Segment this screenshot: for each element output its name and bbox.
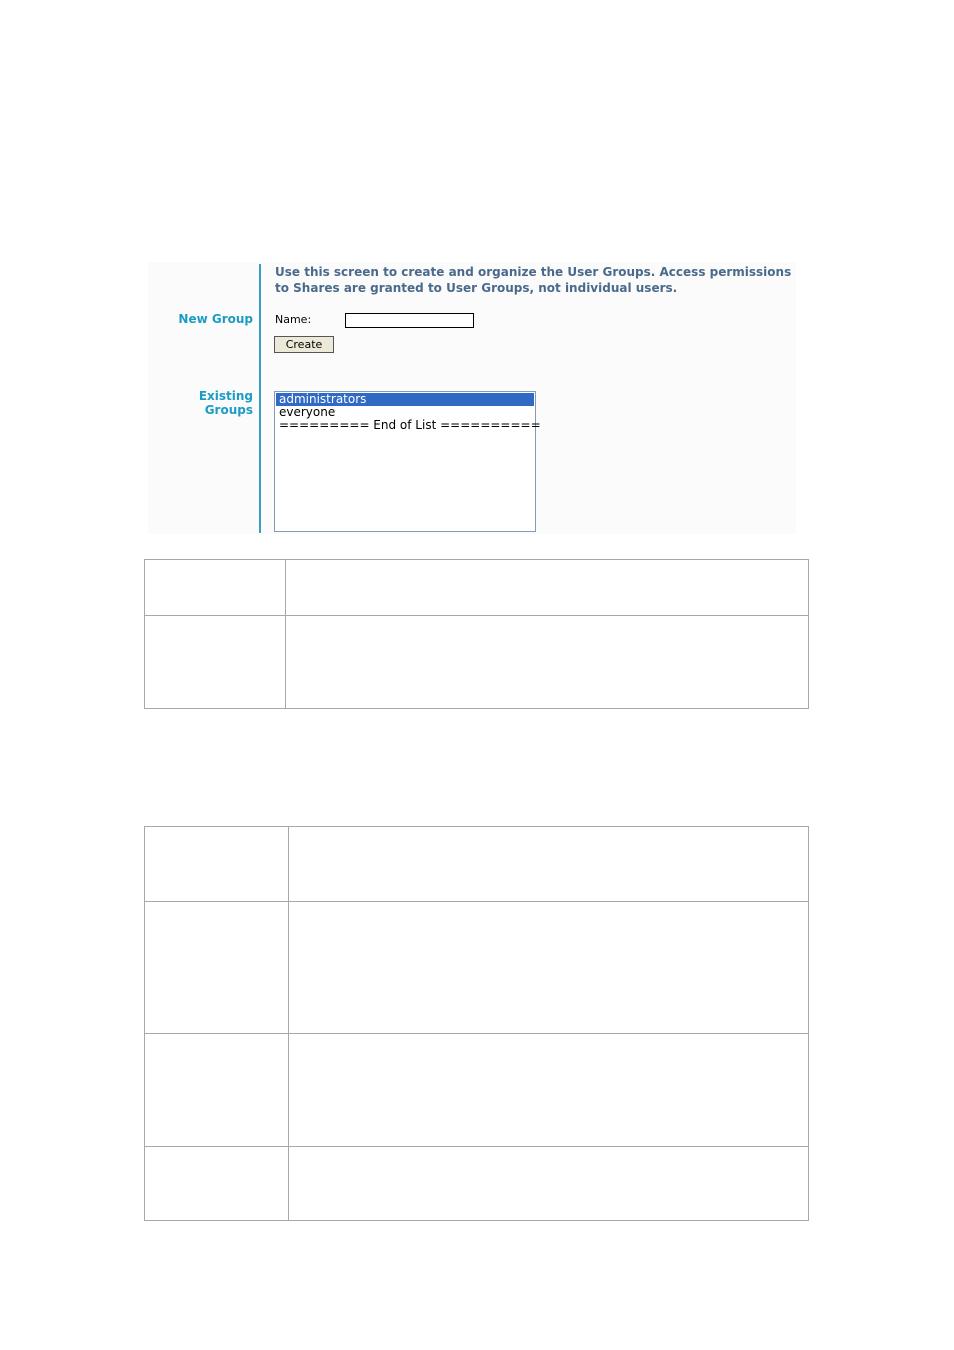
table-row [145, 560, 809, 616]
table-cell [145, 827, 289, 902]
table-cell [145, 902, 289, 1034]
table-cell [289, 1147, 809, 1221]
group-name-input[interactable] [345, 313, 474, 328]
table-row [145, 1034, 809, 1147]
table-row [145, 827, 809, 902]
description-table-2 [144, 826, 809, 1221]
new-group-label: New Group [178, 312, 253, 326]
section-divider [259, 264, 261, 533]
create-button[interactable]: Create [274, 336, 334, 353]
table-cell [145, 560, 286, 616]
table-cell [289, 902, 809, 1034]
table-cell [145, 1034, 289, 1147]
existing-groups-listbox[interactable] [274, 391, 541, 532]
table-cell [145, 616, 286, 709]
table-cell [286, 560, 809, 616]
table-cell [289, 827, 809, 902]
intro-text: Use this screen to create and organize the User Groups. Access permissions to Shares are granted to User Groups, not individual users. [275, 265, 792, 295]
name-label: Name: [275, 313, 312, 326]
list-item-everyone[interactable]: everyone [279, 405, 336, 419]
table-cell [286, 616, 809, 709]
table-cell [289, 1034, 809, 1147]
table-row [145, 1147, 809, 1221]
list-item-end-of-list[interactable]: ========= End of List ========== [279, 418, 541, 432]
table-row [145, 616, 809, 709]
existing-groups-label: Existing Groups [198, 389, 253, 417]
table-cell [145, 1147, 289, 1221]
list-item-administrators[interactable]: administrators [276, 393, 534, 406]
table-row [145, 902, 809, 1034]
description-table-1 [144, 559, 809, 709]
